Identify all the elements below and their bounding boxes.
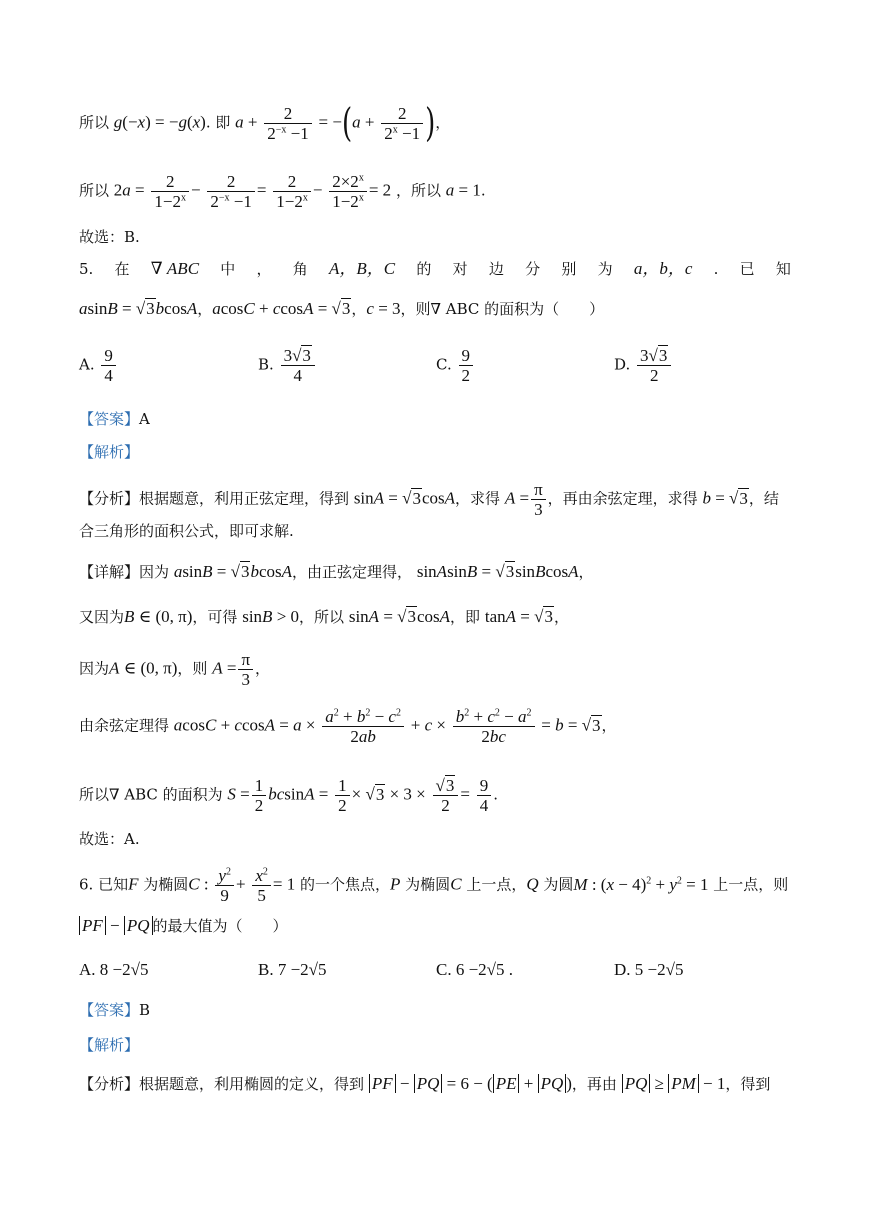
option-b[interactable]: B. $\frac{3√3}{4}$ (258, 346, 317, 385)
analysis-6-line-1: 【分析】根据题意，利用椭圆的定义，得到 PF − PQ = 6 − ( PE + PQ )，再由 PQ ≥ PM − 1，得到 (79, 1074, 771, 1093)
question-6-line-1: 6. 已知F 为椭圆C : $\frac{y^2}{9}$ + $\frac{x^2}{5}$ = 1 的一个焦点，P 为椭圆C 上一点，Q 为圆M : $(x - 4)^2 + y^2 = 1$ 上一点，则 (79, 866, 789, 905)
detail-5-line-2: 又因为B ∈ (0, π)，可得 sinB > 0，所以 sinA = √3cosA，即 tanA = √3， (79, 607, 569, 626)
analysis-5-label: 【解析】 (79, 443, 140, 461)
line-g-odd: 所以 g(−x) = −g(x). 即 a + $\frac{2}{2^{-x} -1}$ = −(a + $\frac{2}{2^x -1}$ )， (79, 101, 451, 146)
option-6d[interactable]: D. 5 −2√5 (614, 960, 684, 979)
option-d[interactable]: D. $\frac{3√3}{2}$ (614, 346, 673, 385)
detail-5-line-1: 【详解】因为 asinB = √3bcosA，由正弦定理得， sinAsinB = √3sinBcosA， (79, 562, 594, 581)
option-6b[interactable]: B. 7 −2√5 (258, 960, 327, 979)
analysis-5-line-2: 合三角形的面积公式，即可求解. (79, 522, 294, 540)
option-a[interactable]: A. $\frac{9}{4}$ (79, 346, 118, 385)
answer-choice-1: 故选：B. (79, 228, 140, 246)
analysis-6-label: 【解析】 (79, 1036, 140, 1054)
question-5-line-1: 5. 在 ∇ ABC 中 ， 角 A，B，C 的 对 边 分 别 为 a，b，c . 已 知 (79, 259, 791, 278)
answer-6: 【答案】B (79, 1001, 151, 1019)
option-6a[interactable]: A. 8 −2√5 (79, 960, 149, 979)
fraction: $\frac{2}{2^{-x} -1}$ (264, 104, 311, 143)
detail-5-line-4: 由余弦定理得 acosC + ccosA = a × $\frac{a^2 + b^2 - c^2}{2ab}$ + c × $\frac{b^2 + c^2 - a^2}{2bc}$ = b = √3， (79, 707, 617, 746)
option-6c[interactable]: C. 6 −2√5 . (436, 960, 514, 979)
answer-5: 【答案】A (79, 410, 150, 428)
detail-5-line-3: 因为A ∈ (0, π)，则 A = $\frac{\pi}{3}$ ， (79, 650, 271, 689)
detail-5-line-5: 所以∇ ABC 的面积为 S = $\frac{1}{2}$ bcsinA = $\frac{1}{2}$ × √3 × 3 × $\frac{√3}{2}$ = $\frac{9}{4}$ . (79, 776, 499, 815)
fraction: $\frac{2}{2^x -1}$ (381, 104, 423, 143)
analysis-5-line-1: 【分析】根据题意，利用正弦定理，得到 sinA = √3cosA，求得 A = $\frac{\pi}{3}$ ，再由余弦定理，求得 b = √3，结 (79, 480, 779, 519)
answer-choice-2: 故选：A. (79, 830, 140, 848)
option-c[interactable]: C. $\frac{9}{2}$ (436, 346, 475, 385)
question-5-line-2: asinB = √3bcosA，acosC + ccosA = √3，c = 3，则∇ ABC 的面积为（ ） (79, 299, 605, 318)
line-2a: 所以 2a = $\frac{2}{1-2^x}$ − $\frac{2}{2^{-x} -1}$ = $\frac{2}{1-2^x}$ − $\frac{2\times 2^x}{1-2^x}$ = 2 ，所以 a = 1. (79, 172, 486, 211)
question-6-line-2: PF − PQ 的最大值为（ ） (79, 915, 288, 937)
